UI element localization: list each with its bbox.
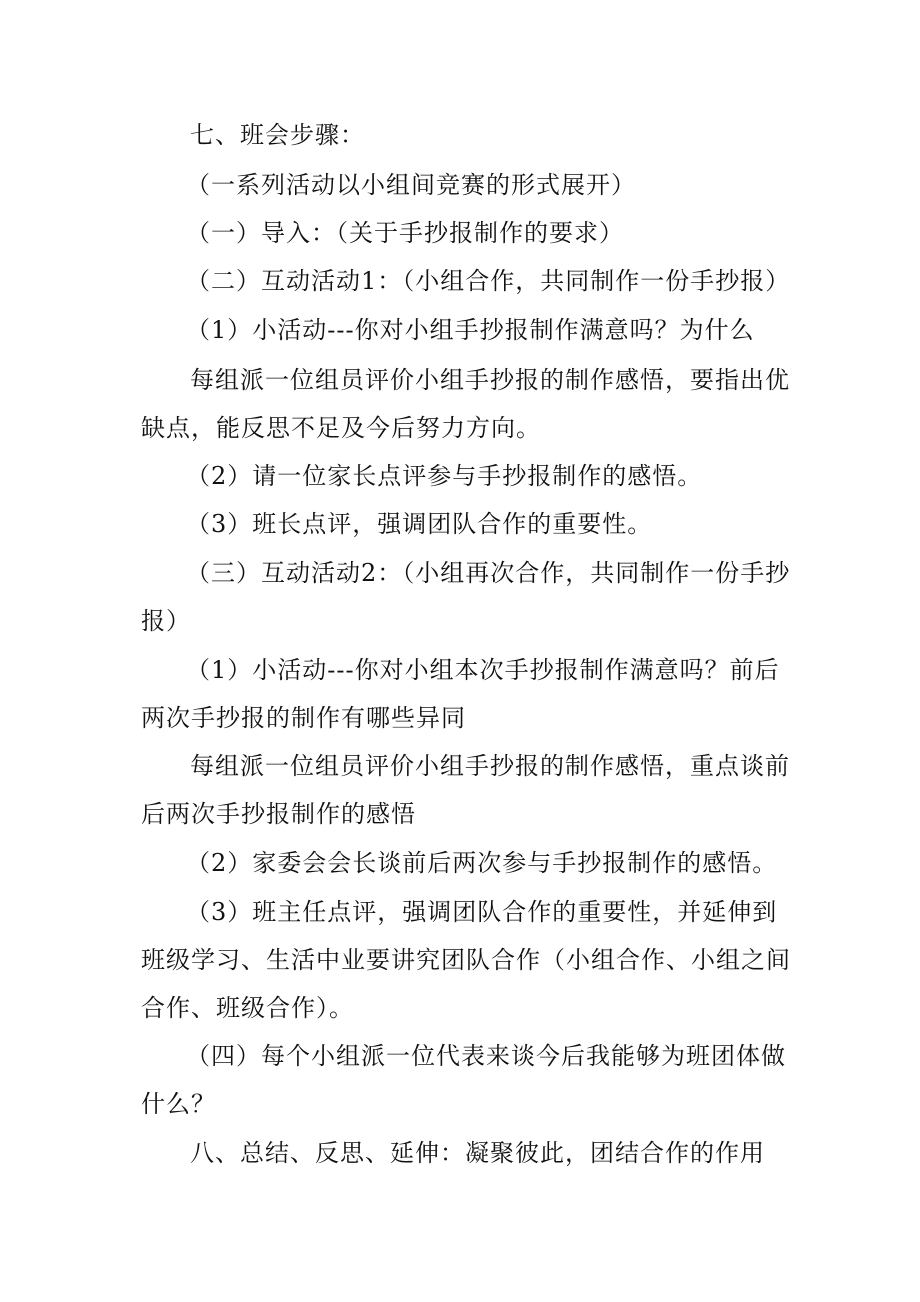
- paragraph-line: 每组派一位组员评价小组手抄报的制作感悟，重点谈前: [190, 752, 790, 780]
- paragraph-line: （二）互动活动1：（小组合作，共同制作一份手抄报）: [186, 267, 791, 295]
- paragraph-line: （1）小活动---你对小组手抄报制作满意吗？为什么: [186, 316, 755, 344]
- paragraph-line: 什么？: [141, 1090, 216, 1118]
- paragraph-line: （1）小活动---你对小组本次手抄报制作满意吗？前后: [186, 656, 780, 684]
- paragraph-line: 缺点，能反思不足及今后努力方向。: [141, 414, 541, 442]
- paragraph-line: （2）请一位家长点评参与手抄报制作的感悟。: [186, 462, 703, 490]
- paragraph-line: （2）家委会会长谈前后两次参与手抄报制作的感悟。: [186, 849, 778, 877]
- paragraph-line: 每组派一位组员评价小组手抄报的制作感悟，要指出优: [190, 366, 790, 394]
- paragraph-line: 后两次手抄报制作的感悟: [141, 800, 416, 828]
- paragraph-line: 班级学习、生活中业要讲究团队合作（小组合作、小组之间: [141, 946, 791, 974]
- section-heading-8: 八、总结、反思、延伸：凝聚彼此，团结合作的作用: [190, 1139, 765, 1167]
- paragraph-line: （三）互动活动2：（小组再次合作，共同制作一份手抄: [186, 559, 791, 587]
- paragraph-line: （四）每个小组派一位代表来谈今后我能够为班团体做: [186, 1042, 786, 1070]
- paragraph-line: 两次手抄报的制作有哪些异同: [141, 704, 466, 732]
- paragraph-line: （一）导入：（关于手抄报制作的要求）: [186, 219, 624, 247]
- paragraph-line: （3）班长点评，强调团队合作的重要性。: [186, 510, 653, 538]
- paragraph-line: 报）: [141, 607, 191, 635]
- paragraph-line: 合作、班级合作）。: [141, 994, 354, 1022]
- paragraph-line: （一系列活动以小组间竞赛的形式展开）: [186, 171, 636, 199]
- paragraph-line: （3）班主任点评，强调团队合作的重要性，并延伸到: [186, 898, 778, 926]
- section-heading-7: 七、班会步骤：: [190, 121, 365, 149]
